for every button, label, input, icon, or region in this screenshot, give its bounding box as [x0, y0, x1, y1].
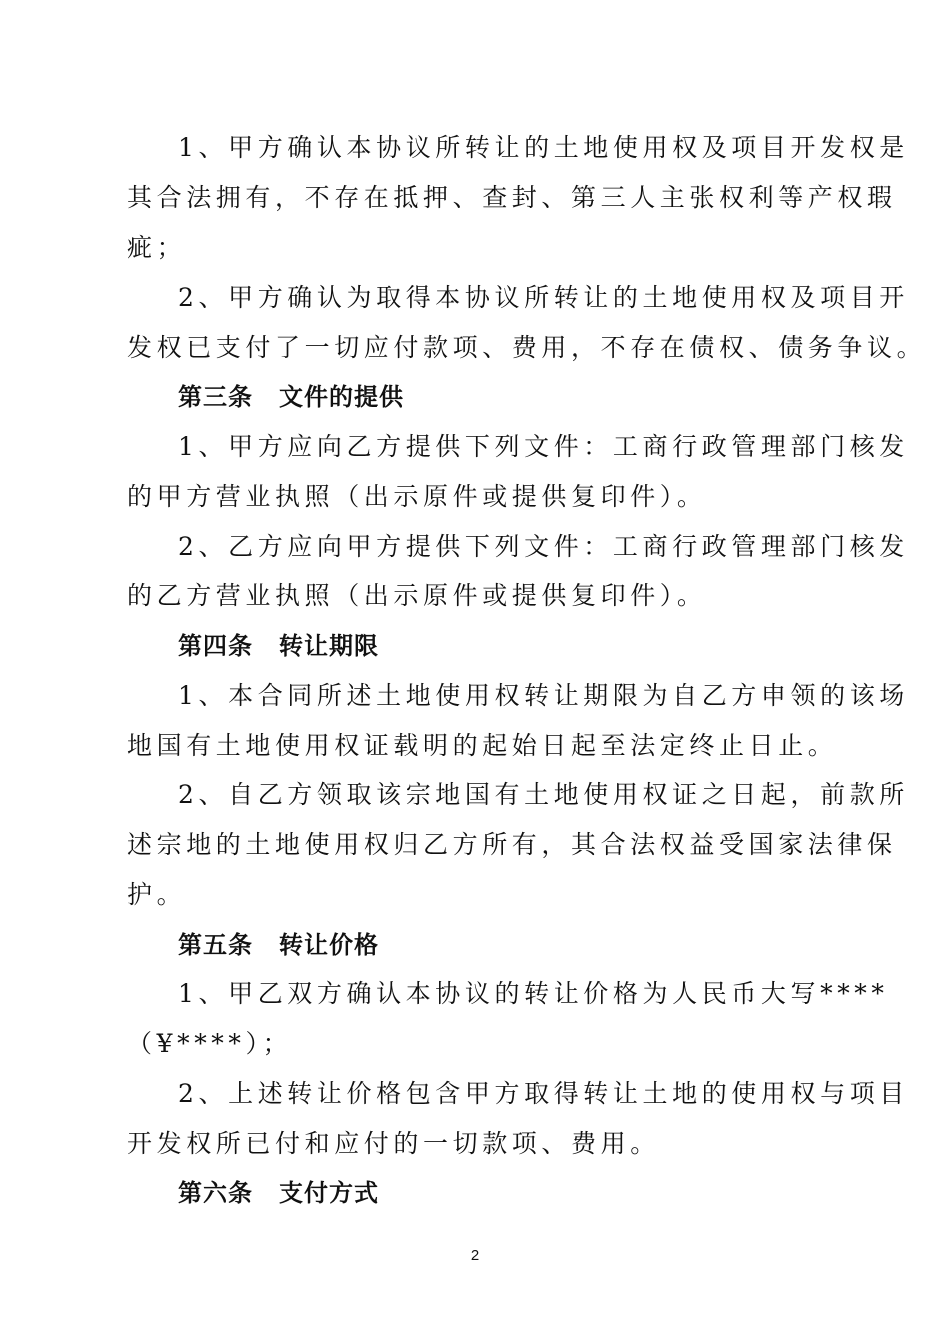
paragraph-line: 2、上述转让价格包含甲方取得转让土地的使用权与项目 [178, 1079, 909, 1108]
article-heading [178, 382, 404, 412]
paragraph-line: 疵； [127, 233, 187, 262]
article-title: 文件的提供 [279, 383, 404, 411]
article-title: 转让价格 [279, 931, 379, 959]
article-number: 第六条 [178, 1179, 253, 1207]
paragraph-line: 开发权所已付和应付的一切款项、费用。 [127, 1129, 660, 1158]
article-heading [178, 631, 379, 661]
paragraph-line: 地国有土地使用权证载明的起始日起至法定终止日止。 [127, 731, 838, 760]
page-number: 2 [470, 1247, 480, 1264]
article-title: 转让期限 [279, 632, 379, 660]
paragraph-line: 发权已支付了一切应付款项、费用，不存在债权、债务争议。 [127, 333, 927, 362]
paragraph-line: 1、甲方确认本协议所转让的土地使用权及项目开发权是 [178, 133, 909, 162]
paragraph-line: 2、自乙方领取该宗地国有土地使用权证之日起，前款所 [178, 780, 909, 809]
paragraph-line: 1、甲方应向乙方提供下列文件：工商行政管理部门核发 [178, 432, 909, 461]
paragraph-line: 的甲方营业执照（出示原件或提供复印件）。 [127, 482, 707, 511]
paragraph-line: 其合法拥有，不存在抵押、查封、第三人主张权利等产权瑕 [127, 183, 897, 212]
article-number: 第四条 [178, 632, 253, 660]
paragraph-line: 1、甲乙双方确认本协议的转让价格为人民币大写**** [178, 979, 889, 1008]
article-number: 第三条 [178, 383, 253, 411]
paragraph-line: 护。 [127, 880, 187, 909]
article-heading [178, 930, 379, 960]
paragraph-line: 述宗地的土地使用权归乙方所有，其合法权益受国家法律保 [127, 830, 897, 859]
paragraph-line: 的乙方营业执照（出示原件或提供复印件）。 [127, 581, 707, 610]
article-heading [178, 1178, 379, 1208]
paragraph-line: （¥****）； [127, 1029, 293, 1058]
paragraph-line: 2、乙方应向甲方提供下列文件：工商行政管理部门核发 [178, 532, 909, 561]
paragraph-line: 2、甲方确认为取得本协议所转让的土地使用权及项目开 [178, 283, 909, 312]
article-title: 支付方式 [279, 1179, 379, 1207]
paragraph-line: 1、本合同所述土地使用权转让期限为自乙方申领的该场 [178, 681, 909, 710]
article-number: 第五条 [178, 931, 253, 959]
